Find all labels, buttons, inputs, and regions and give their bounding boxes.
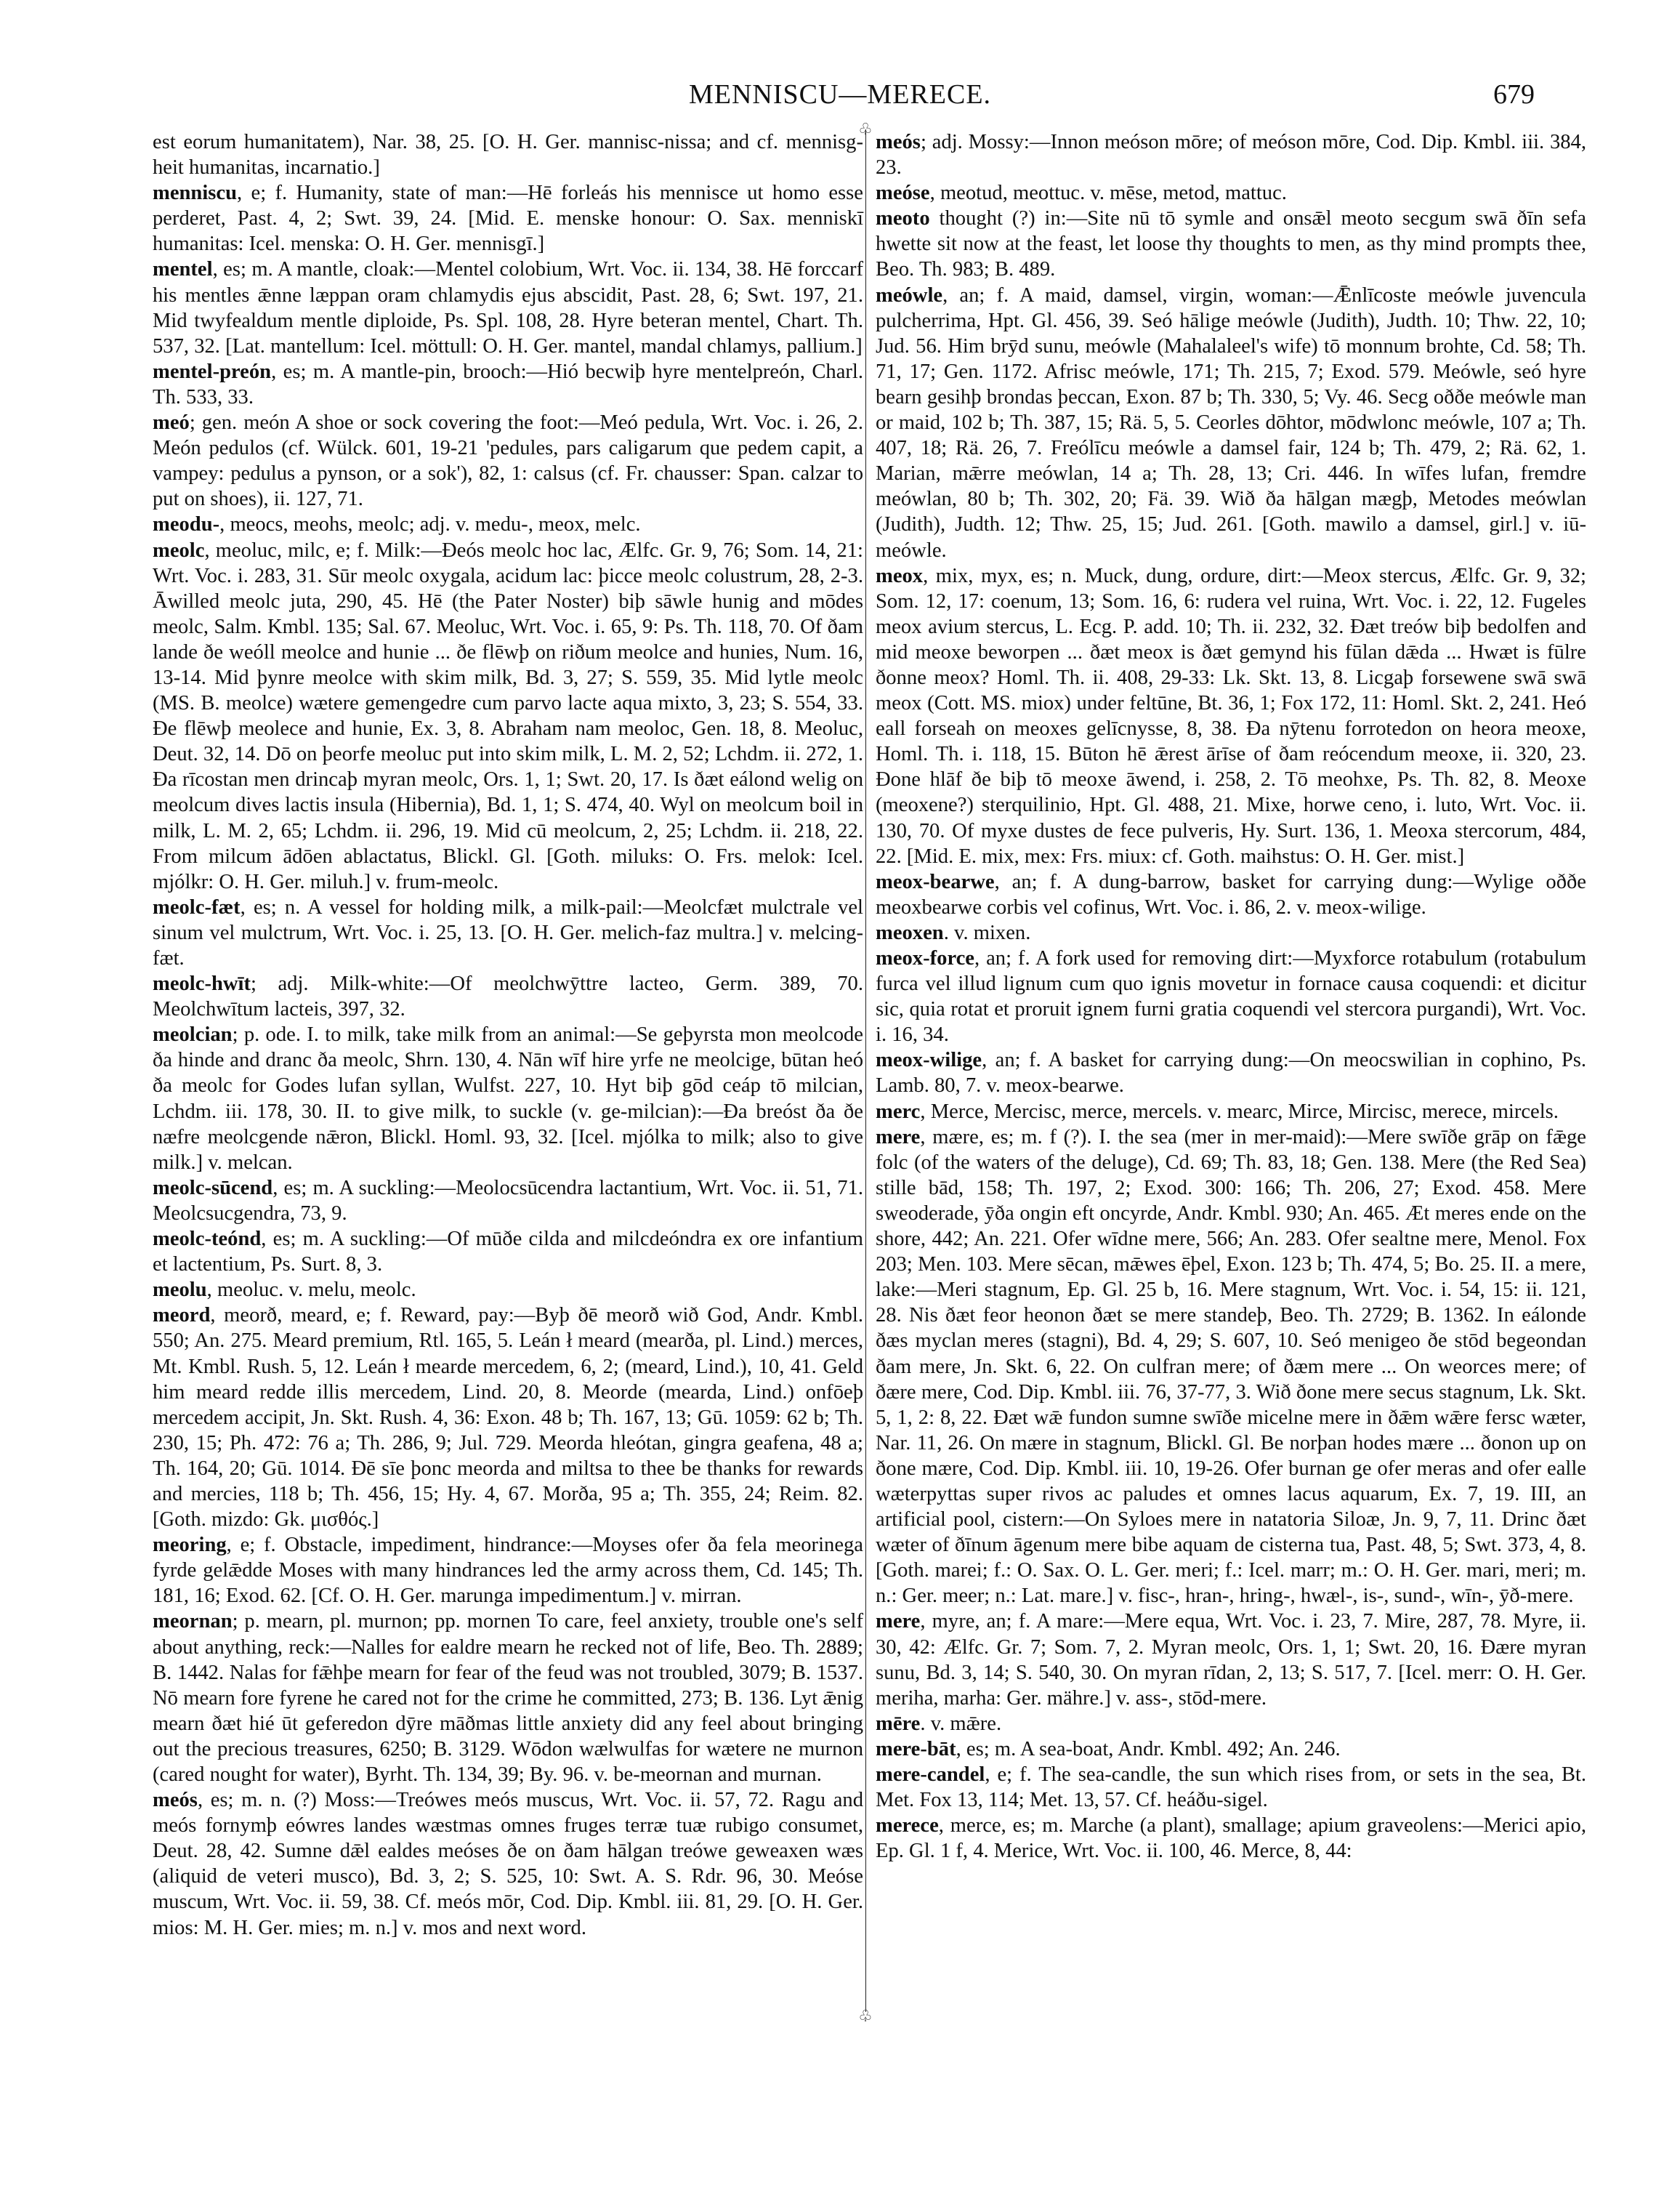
dictionary-entry: [876, 1047, 1586, 1098]
entry-headword: meox: [876, 564, 924, 587]
entry-headword: meoring: [153, 1534, 227, 1557]
entry-definition: , mix, myx, es; n. Muck, dung, ordure, dirt:—Meox stercus, Ælfc. Gr. 9, 32; Som. 12, 17: coenum, 13; Som. 16, 6: rudera vel ruina, Wrt. Voc. i. 22, 12. Fugeles meox avium stercus, L. Ecg. P. add. 10; Th. ii. 232, 32. Ðæt treów biþ bedolfen and mid meoxe beworpen ... ðæt meox is ðæt gemynd his fūlan dǣda ... Hwæt is fūlre ðonne meox? Homl. Th. ii. 408, 29-33: Lk. Skt. 13, 8. Licgaþ forsewene swā swā meox (Cott. MS. miox) under feltūne, Bt. 36, 1; Fox 172, 11: Homl. Skt. 2, 241. Heó eall forseah on meoxes gelīcnysse, 8, 38. Ða nȳtenu forrotedon on heora meoxe, Homl. Th. i. 118, 15. Būton hē ǣrest ārīse of ðam reócendum meoxe, ii. 320, 23. Ðone hlāf ðe biþ tō meoxe āwend, i. 258, 2. Tō meohxe, Ps. Th. 82, 8. Meoxe (meoxene?) sterquilinio, Hpt. Gl. 488, 21. Mixe, horwe ceno, i. luto, Wrt. Voc. ii. 130, 70. Of myxe dustes de fece pulveris, Hy. Surt. 136, 1. Meoxa stercorum, 484, 22. [Mid. E. mix, mex: Frs. miux: cf. Goth. maihstus: O. H. Ger. mist.]: [876, 564, 1586, 868]
column-divider: [865, 129, 866, 2012]
entry-definition: , es; m. A sea-boat, Andr. Kmbl. 492; An. 246.: [956, 1737, 1341, 1760]
entry-definition: ; p. ode. I. to milk, take milk from an animal:—Se geþyrsta mon meolcode ða hinde and dranc ða meolc, Shrn. 130, 4. Nān wīf hire yrfe ne meolcige, būtan heó ða meolc for Godes lufan syllan, Wulfst. 227, 10. Hyt biþ gōd ceáp tō milcian, Lchdm. iii. 178, 30. II. to give milk, to suckle (v. ge-milcian):—Ða breóst ða ðe næfre meolcgende nǣron, Blickl. Homl. 93, 32. [Icel. mjólka to milk; also to give milk.] v. melcan.: [153, 1023, 863, 1174]
entry-headword: meolcian: [153, 1023, 233, 1047]
dictionary-entry: [153, 359, 863, 410]
entry-definition: , myre, an; f. A mare:—Mere equa, Wrt. Voc. i. 23, 7. Mire, 287, 78. Myre, ii. 30, 42: Ælfc. Gr. 7; Som. 7, 2. Myran meolc, Ors. 1, 1; Swt. 20, 16. Ðære myran sunu, Bd. 3, 14; S. 540, 30. On myran rīdan, 2, 13; S. 517, 7. [Icel. merr: O. H. Ger. meriha, marha: Ger. mähre.] v. ass-, stōd-mere.: [876, 1610, 1586, 1710]
entry-headword: merc: [876, 1100, 921, 1123]
entry-definition: , es; m. A suckling:—Of mūðe cilda and milcdeóndra ex ore infantium et lactentium, Ps. Surt. 8, 3.: [153, 1228, 863, 1276]
entry-definition: , meorð, meard, e; f. Reward, pay:—Byþ ðē meorð wið God, Andr. Kmbl. 550; An. 275. Meard premium, Rtl. 165, 5. Leán ł meard (mearða, pl. Lind.) merces, Mt. Kmbl. Rush. 5, 12. Leán ł mearde mercedem, 6, 2; (meard, Lind.), 10, 41. Geld him meard redde illis mercedem, Lind. 20, 8. Meorde (mearda, Lind.) onfōeþ mercedem accipit, Jn. Skt. Rush. 4, 36: Exon. 48 b; Th. 167, 13; Gū. 1059: 62 b; Th. 230, 15; Ph. 472: 76 a; Th. 286, 9; Jul. 729. Meorda hleótan, gingra geafena, 48 a; Th. 164, 20; Gū. 1014. Ðē sīe þonc meorda and miltsa to thee be thanks for rewards and mercies, 118 b; Th. 456, 15; Hy. 4, 67. Morða, 95 a; Th. 355, 24; Reim. 82. [Goth. mizdo: Gk. μισθός.]: [153, 1304, 863, 1531]
entry-definition: est eorum humanitatem), Nar. 38, 25. [O. H. Ger. mannisc-nissa; and cf. mennisg-heit humanitas, incarnatio.]: [153, 131, 863, 180]
entry-headword: meornan: [153, 1610, 233, 1633]
dictionary-entry: [153, 895, 863, 971]
entry-headword: meówle: [876, 283, 943, 307]
dictionary-entry: [153, 180, 863, 257]
entry-definition: , meotud, meottuc. v. mēse, metod, mattuc.: [929, 182, 1287, 205]
entry-definition: , meocs, meohs, meolc; adj. v. medu-, meox, melc.: [219, 513, 641, 536]
entry-definition: , es; m. n. (?) Moss:—Treówes meós muscus, Wrt. Voc. ii. 57, 72. Ragu and meós fornymþ eówres landes wæstmas omnes fruges terræ tuæ rubigo consumet, Deut. 28, 42. Sumne dǣl ealdes meóses ðe on ðam hālgan treówe geweaxen wæs (aliquid de veteri musco), Bd. 3, 2; S. 525, 10: Swt. A. S. Rdr. 96, 30. Meóse muscum, Wrt. Voc. ii. 59, 38. Cf. meós mōr, Cod. Dip. Kmbl. iii. 81, 29. [O. H. Ger. mios: M. H. Ger. mies; m. n.] v. mos and next word.: [153, 1789, 863, 1939]
entry-definition: . v. mixen.: [943, 921, 1031, 944]
dictionary-entry: [876, 1762, 1586, 1813]
dictionary-entry: [153, 410, 863, 512]
entry-headword: meolc-sūcend: [153, 1176, 273, 1199]
entry-definition: , an; f. A maid, damsel, virgin, woman:—Ǣnlīcoste meówle juvencula pulcherrima, Hpt. Gl. 456, 39. Seó hālige meówle (Judith), Judth. 10; Thw. 22, 10; Jud. 56. Him brȳd sunu, meówle (Mahalaleel's wife) tō monnum brohte, Cd. 58; Th. 71, 17; Gen. 1172. Afrisc meówle, 171; Th. 215, 7; Exod. 579. Meówle, seó hyre bearn gesihþ brondas þeccan, Exon. 87 b; Th. 330, 5; Vy. 46. Secg oððe meówle man or maid, 102 b; Th. 387, 15; Rä. 5, 5. Ceorles dōhtor, mōdwlonc meówle, 107 a; Th. 407, 18; Rä. 26, 7. Freólīcu meówle a damsel fair, 124 b; Th. 479, 2; Rä. 62, 1. Marian, mǣrre meówlan, 14 a; Th. 28, 13; Cri. 446. In wīfes lufan, fremdre meówlan, 80 b; Th. 302, 20; Fä. 39. Wið ða hālgan mægþ, Metodes meówlan (Judith), Judth. 12; Thw. 25, 15; Jud. 261. [Goth. mawilo a damsel, girl.] v. iū-meówle.: [876, 283, 1586, 562]
entry-headword: meolu: [153, 1279, 207, 1302]
entry-headword: mentel-preón: [153, 360, 272, 383]
entry-headword: mere: [876, 1125, 921, 1148]
entry-headword: meox-force: [876, 947, 975, 970]
entry-headword: mere: [876, 1610, 921, 1633]
entry-definition: , an; f. A fork used for removing dirt:—Myxforce rotabulum (rotabulum furca vel illud lignum cum quo ignis movetur in fornace causa coquendi: et dicitur sic, quia rotat et proruit ignem furni gratia coquendi vel stercora purgandi), Wrt. Voc. i. 16, 34.: [876, 947, 1586, 1047]
dictionary-entry: [876, 1124, 1586, 1609]
entry-definition: , es; n. A vessel for holding milk, a milk-pail:—Meolcfæt mulctrale vel sinum vel mulctrum, Wrt. Voc. i. 25, 13. [O. H. Ger. melich-faz multra.] v. melcing-fæt.: [153, 895, 863, 970]
entry-headword: meóse: [876, 182, 930, 205]
entry-definition: , an; f. A basket for carrying dung:—On meocswilian in cophino, Ps. Lamb. 80, 7. v. meox-bearwe.: [876, 1049, 1586, 1098]
column-rule-ornament-bottom: ♧: [858, 2007, 873, 2025]
dictionary-entry: [876, 1099, 1586, 1124]
entry-definition: , e; f. The sea-candle, the sun which rises from, or sets in the sea, Bt. Met. Fox 13, 114; Met. 13, 57. Cf. heáðu-sigel.: [876, 1763, 1586, 1812]
dictionary-entry: [876, 206, 1586, 282]
entry-definition: , es; m. A suckling:—Meolocsūcendra lactantium, Wrt. Voc. ii. 51, 71. Meolcsucgendra, 73, 9.: [153, 1176, 863, 1225]
entry-headword: mēre: [876, 1712, 921, 1735]
dictionary-entry: [876, 1813, 1586, 1864]
dictionary-entry: [153, 538, 863, 895]
entry-definition: , es; m. A mantle, cloak:—Mentel colobium, Wrt. Voc. ii. 134, 38. Hē forccarf his mentles ǣnne læppan oram chlamydis ejus abscidit, Past. 28, 6; Swt. 197, 21. Mid twyfealdum mentle diploide, Ps. Spl. 108, 28. Hyre beteran mentel, Chart. Th. 537, 32. [Lat. mantellum: Icel. möttull: O. H. Ger. mantel, mandal chlamys, pallium.]: [153, 258, 863, 358]
column-rule-ornament-top: ♧: [858, 120, 873, 138]
dictionary-entry: [876, 283, 1586, 563]
dictionary-entry: [876, 1736, 1586, 1762]
dictionary-entry: [153, 129, 863, 180]
entry-headword: meós: [153, 1789, 198, 1812]
dictionary-entry: [153, 512, 863, 537]
entry-headword: meolc: [153, 539, 205, 562]
entry-headword: meodu-: [153, 513, 220, 536]
dictionary-entry: [153, 1175, 863, 1226]
entry-headword: meoxen: [876, 921, 944, 944]
entry-headword: meolc-fæt: [153, 895, 241, 919]
entry-definition: , meoluc. v. melu, meolc.: [206, 1279, 416, 1302]
entry-definition: , merce, es; m. Marche (a plant), smallage; apium graveolens:—Merici apio, Ep. Gl. 1 f, 4. Merice, Wrt. Voc. ii. 100, 46. Merce, 8, 44:: [876, 1814, 1586, 1863]
entry-definition: , e; f. Humanity, state of man:—Hē forleás his mennisce ut homo esse perderet, Past. 4, 2; Swt. 39, 24. [Mid. E. menske honour: O. Sax. menniskī humanitas: Icel. menska: O. H. Ger. mennisgī.]: [153, 182, 863, 256]
entry-headword: mere-candel: [876, 1763, 985, 1786]
entry-definition: thought (?) in:—Site nū tō symle and onsǣl meoto secgum swā ðīn sefa hwette sit now at the feast, let loose thy thoughts to men, as thy mind prompts thee, Beo. Th. 983; B. 489.: [876, 207, 1586, 281]
dictionary-entry: [876, 920, 1586, 946]
entry-headword: meox-bearwe: [876, 870, 995, 893]
right-column: [876, 129, 1586, 1864]
left-column: [153, 129, 863, 1941]
entry-definition: ; p. mearn, pl. murnon; pp. mornen To care, feel anxiety, trouble one's self about anything, reck:—Nalles for ealdre mearn he recked not of life, Beo. Th. 2889; B. 1442. Nalas for fǣhþe mearn for fear of the feud was not troubled, 3079; B. 1537. Nō mearn fore fyrene he cared not for the crime he committed, 273; B. 136. Lyt ǣnig mearn ðæt hié ūt geferedon dȳre māðmas little anxiety did any feel about bringing out the precious treasures, 6250; B. 3129. Wōdon wælwulfas for wætere ne murnon (cared nought for water), Byrht. Th. 134, 39; By. 96. v. be-meornan and murnan.: [153, 1610, 863, 1786]
entry-headword: mere-bāt: [876, 1737, 956, 1760]
dictionary-entry: [876, 946, 1586, 1047]
entry-definition: , e; f. Obstacle, impediment, hindrance:—Moyses ofer ða fela meorinega fyrde gelǣdde Moses with many hindrances led the army across them, Cd. 145; Th. 181, 16; Exod. 62. [Cf. O. H. Ger. marunga impedimentum.] v. mirran.: [153, 1534, 863, 1608]
dictionary-entry: [876, 1711, 1586, 1736]
entry-headword: meós: [876, 131, 921, 153]
page-number: 679: [1493, 79, 1535, 110]
entry-definition: , es; m. A mantle-pin, brooch:—Hió becwiþ hyre mentelpreón, Charl. Th. 533, 33.: [153, 360, 863, 408]
dictionary-entry: [153, 971, 863, 1022]
running-head: MENNISCU—MERECE.: [688, 79, 992, 110]
entry-definition: , Merce, Mercisc, merce, mercels. v. mearc, Mirce, Mircisc, merece, mircels.: [920, 1100, 1559, 1123]
entry-headword: meox-wilige: [876, 1049, 982, 1072]
dictionary-entry: [153, 1787, 863, 1941]
entry-headword: meó: [153, 411, 190, 435]
page-header: [145, 78, 1535, 122]
entry-definition: ; gen. meón A shoe or sock covering the foot:—Meó pedula, Wrt. Voc. i. 26, 2. Meón pedulos (cf. Wülck. 601, 19-21 'pedules, pars caligarum que pedem capit, a vampey: pedulus a pynson, or a sok'), 82, 1: calsus (cf. Fr. chausser: Span. calzar to put on shoes), ii. 127, 71.: [153, 411, 863, 511]
entry-definition: , meoluc, milc, e; f. Milk:—Ðeós meolc hoc lac, Ælfc. Gr. 9, 76; Som. 14, 21: Wrt. Voc. i. 283, 31. Sūr meolc oxygala, acidum lac: þicce meolc colustrum, 28, 2-3. Āwilled meolc juta, 290, 45. Hē (the Pater Noster) biþ sāwle hunig and mōdes meolc, Salm. Kmbl. 135; Sal. 67. Meoluc, Wrt. Voc. i. 65, 9: Ps. Th. 118, 70. Of ðam lande ðe weóll meolce and hunie ... ðe flēwþ on riðum meolce and hunies, Num. 16, 13-14. Mid þynre meolce with skim milk, Bd. 3, 27; S. 559, 35. Mid lytle meolc (MS. B. meolce) wætere gemengedre cum parvo lacte aqua mixto, 3, 23; S. 554, 33. Ðe flēwþ meolece and hunie, Ex. 3, 8. Abraham nam meoloc, Gen. 18, 8. Meoluc, Deut. 32, 14. Dō on þeorfe meoluc put into skim milk, L. M. 2, 52; Lchdm. ii. 272, 1. Ða rīcostan men drincaþ myran meolc, Ors. 1, 1; Swt. 20, 17. Is ðæt eálond welig on meolcum dives lactis insula (Hibernia), Bd. 1, 1; S. 474, 40. Wyl on meolcum boil in milk, L. M. 2, 65; Lchdm. ii. 296, 19. Mid cū meolcum, 2, 25; Lchdm. ii. 218, 22. From milcum ādōen ablactatus, Blickl. Gl. [Goth. miluks: O. Frs. melok: Icel. mjólkr: O. H. Ger. miluh.] v. frum-meolc.: [153, 539, 863, 893]
dictionary-entry: [876, 129, 1586, 180]
entry-headword: meolc-hwīt: [153, 973, 251, 996]
dictionary-entry: [153, 1609, 863, 1787]
dictionary-entry: [876, 563, 1586, 869]
entry-headword: meolc-teónd: [153, 1228, 262, 1251]
dictionary-entry: [153, 1532, 863, 1609]
entry-definition: , an; f. A dung-barrow, basket for carrying dung:—Wylige oððe meoxbearwe corbis vel cofinus, Wrt. Voc. i. 86, 2. v. meox-wilige.: [876, 870, 1586, 919]
entry-headword: merece: [876, 1814, 939, 1837]
entry-definition: . v. mǣre.: [920, 1712, 1002, 1735]
entry-definition: , mære, es; m. f (?). I. the sea (mer in mer-maid):—Mere swīðe grāp on fǣge folc (of the waters of the deluge), Cd. 69; Th. 83, 18; Gen. 138. Mere (the Red Sea) stille bād, 158; Th. 197, 2; Exod. 300: 166; Th. 206, 27; Exod. 458. Mere sweoderade, ȳða ongin eft oncyrde, Andr. Kmbl. 930; An. 465. Æt meres ende on the shore, 442; An. 221. Ofer wīdne mere, 566; An. 283. Ofer sealtne mere, Menol. Fox 203; Men. 103. Mere sēcan, mǣwes ēþel, Exon. 123 b; Th. 474, 5; Bo. 25. II. a mere, lake:—Meri stagnum, Ep. Gl. 25 b, 16. Mere stagnum, Wrt. Voc. i. 54, 15: ii. 121, 28. Nis ðæt feor heonon ðæt se mere standeþ, Beo. Th. 2729; B. 1362. In eálonde ðæs myclan meres (stagni), Bd. 4, 29; S. 607, 10. Seó menigeo ðe stōd begeondan ðam mere, Jn. Skt. 6, 22. On culfran mere; of ðæm mere ... On weorces mere; of ðære mere, Cod. Dip. Kmbl. iii. 76, 37-77, 3. Wið ðone mere secus stagnum, Lk. Skt. 5, 1, 2: 8, 22. Ðæt wǣ fundon sumne swīðe micelne mere in ðǣm wǣre fersc wæter, Nar. 11, 26. On mære in stagnum, Blickl. Gl. Be norþan hodes mære ... ðonon up on ðone mære, Cod. Dip. Kmbl. iii. 10, 19-26. Ofer burnan ge ofer meras and ofer ealle wæterpyttas super rivos ac paludes et omnes lacus aquarum, Ex. 7, 19. III, an artificial pool, cistern:—On Syloes mere in natatoria Siloæ, Jn. 9, 7, 11. Drinc ðæt wæter of ðīnum āgenum mere bibe aquam de cisterna tua, Past. 48, 5; Swt. 373, 4, 8. [Goth. marei; f.: O. Sax. O. L. Ger. meri; f.: Icel. marr; m.: O. H. Ger. mari, meri; m. n.: Ger. meer; n.: Lat. mare.] v. fisc-, hran-, hring-, hwæl-, is-, sund-, wīn-, ȳð-mere.: [876, 1125, 1586, 1608]
dictionary-entry: [153, 1226, 863, 1277]
dictionary-entry: [153, 1022, 863, 1175]
dictionary-entry: [153, 1303, 863, 1532]
entry-headword: meoto: [876, 207, 930, 230]
entry-definition: ; adj. Mossy:—Innon meóson mōre; of meóson mōre, Cod. Dip. Kmbl. iii. 384, 23.: [876, 131, 1586, 180]
entry-headword: meord: [153, 1304, 211, 1327]
entry-headword: menniscu: [153, 182, 237, 205]
dictionary-entry: [876, 869, 1586, 920]
dictionary-entry: [876, 1609, 1586, 1710]
dictionary-entry: [153, 1277, 863, 1303]
entry-definition: ; adj. Milk-white:—Of meolchwȳttre lacteo, Germ. 389, 70. Meolchwītum lacteis, 397, 32.: [153, 973, 863, 1021]
dictionary-entry: [153, 257, 863, 358]
dictionary-entry: [876, 180, 1586, 206]
entry-headword: mentel: [153, 258, 213, 281]
